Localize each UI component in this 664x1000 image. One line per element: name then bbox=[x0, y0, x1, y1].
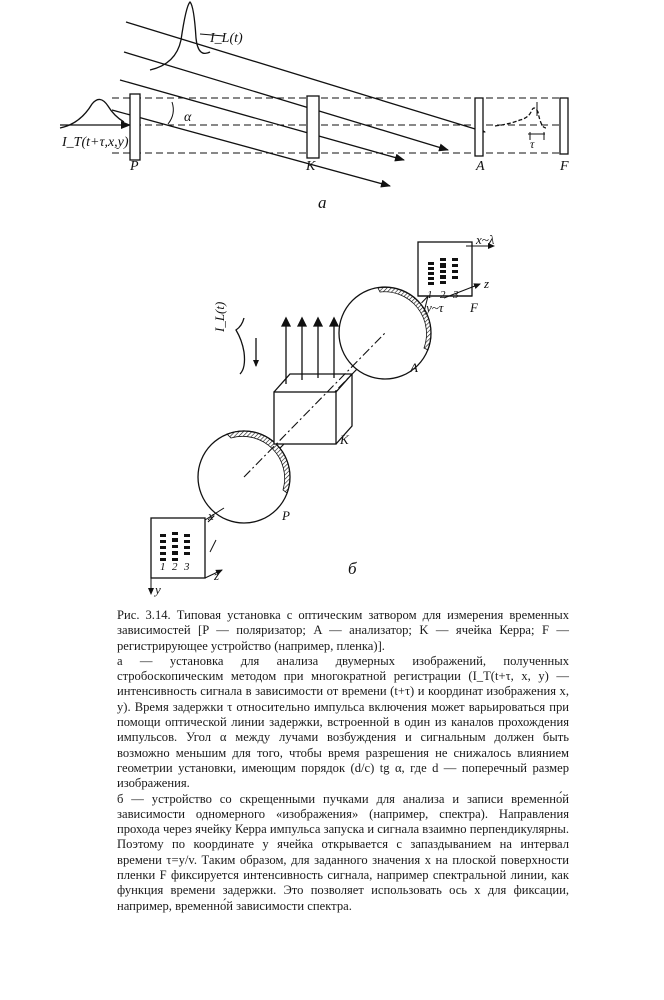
a-signal-label: I_T(t+τ,x,y) bbox=[62, 135, 129, 150]
b-axis-y-tau: y~τ bbox=[426, 300, 444, 315]
pump-pulse bbox=[150, 2, 210, 70]
b-label-K: K bbox=[340, 432, 349, 447]
a-label-P: P bbox=[130, 159, 139, 174]
a-sublabel: a bbox=[318, 193, 327, 212]
signal-pulse bbox=[60, 99, 124, 128]
analyzer-A bbox=[475, 98, 483, 156]
film-F bbox=[560, 98, 568, 154]
figure-caption bbox=[117, 608, 569, 914]
caption-para-b: б — устройство со скрещенными пучками для анализа и записи временно́й зависимости одномерного «изображения» (например, спектра). Направления прохода через ячейку Керра импульса запуска и сигнала взаимно перпендикулярны. Поэтому по координате y ячейка открывается с запаздыванием на интервал времени τ=y/v. Таким образом, для заданного значения x на плоской поверхности пленки F фиксируется интенсивность сигнала, например спектральной линии, как функция времени задержки. Это позволяет использовать ось x для фиксации, например, временно́й зависимости спектра. bbox=[117, 791, 569, 913]
a-angle: α bbox=[184, 110, 192, 125]
a-pulse-label: I_L(t) bbox=[210, 31, 243, 46]
b-label-A: A bbox=[410, 360, 418, 375]
kerr-cell-K bbox=[307, 96, 319, 158]
b-bottom-ch3: 3 bbox=[184, 561, 190, 573]
caption-title: Рис. 3.14. Типовая установка с оптическим затвором для измерения временных зависимостей [P — поляризатор; A — анализатор; K — ячейка Керра; F — регистрирующее устройство (например, пленка)]. bbox=[117, 608, 569, 653]
b-top-ch3: 3 bbox=[453, 289, 459, 301]
b-axis-z-top: z bbox=[484, 276, 490, 291]
excitation-beams bbox=[112, 22, 485, 186]
b-bottom-ch2: 2 bbox=[172, 561, 178, 573]
b-bottom-ch1: 1 bbox=[160, 561, 166, 573]
b-label-P: P bbox=[282, 508, 290, 523]
b-top-ch2: 2 bbox=[440, 289, 446, 301]
polarizer-P bbox=[130, 94, 140, 160]
b-axis-x-bottom: x bbox=[208, 508, 214, 523]
optical-axes bbox=[112, 98, 560, 153]
b-axis-y-bottom: y bbox=[155, 582, 161, 597]
a-label-K: K bbox=[306, 159, 316, 174]
a-label-A: A bbox=[476, 159, 485, 174]
a-delay: τ bbox=[530, 137, 535, 151]
a-label-F: F bbox=[560, 159, 569, 174]
b-pump-pulse bbox=[236, 318, 245, 374]
b-axis-z-bottom: z bbox=[214, 568, 220, 583]
b-top-ch1: 1 bbox=[427, 289, 433, 301]
caption-para-a: a — установка для анализа двумерных изображений, полученных стробоскопическим методом при многократной регистрации (I_T(t+τ, x, y) — интенсивность сигнала в зависимости от времени (t+τ) и координат изображения x, y). Время задержки τ относительно импульса включения может варьироваться при помощи оптической линии задержки, встроенной в один из каналов прохождения импульсов. Угол α между лучами возбуждения и сигнальным должен быть возможно меньшим для того, чтобы время разрешения не снижалось влиянием геометрии установки, имеющим порядок (d/c) tg α, где d — поперечный размер изображения. bbox=[117, 653, 569, 791]
b-pulse-label: I_L(t) bbox=[212, 301, 227, 332]
b-sublabel: б bbox=[348, 559, 357, 578]
b-label-F: F bbox=[470, 300, 478, 315]
b-axis-x-lambda: x~λ bbox=[476, 232, 495, 247]
